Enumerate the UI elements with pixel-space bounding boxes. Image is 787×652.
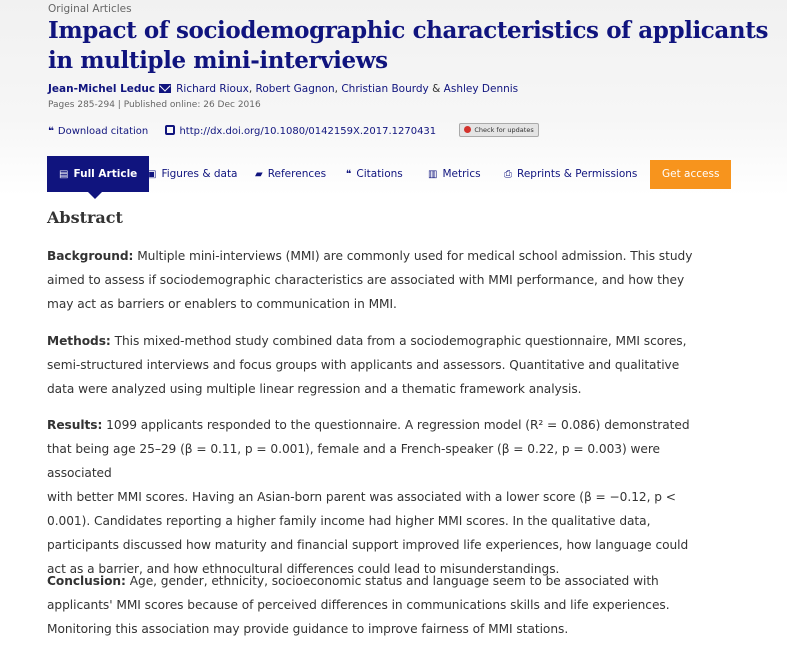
author-link[interactable]: Richard Rioux bbox=[176, 83, 249, 95]
printer-icon: ⎙ bbox=[504, 169, 512, 180]
tab-reprints-permissions[interactable]: ⎙ Reprints & Permissions bbox=[504, 168, 638, 180]
publication-info: Pages 285-294 | Published online: 26 Dec 2016 bbox=[48, 100, 261, 110]
abstract-results: Results: 1099 applicants responded to the questionnaire. A regression model (R² = 0.086) demonstrated that being age 25–29 (β = 0.11, p = 0.001), female and a French-speaker (β = 0.22, p = 0.003) were associated with better MMI scores. Having an Asian-born parent was associated with a lower score (β = −0.12, p < 0.001). Candidates reporting a higher family income had higher MMI scores. In the qualitative data, participants discussed how maturity and financial support improved life experiences, how language could act as a barrier, and how ethnocultural differences could lead to misunderstandings. bbox=[47, 418, 690, 576]
tab-full-article[interactable]: ▤ Full Article bbox=[47, 156, 149, 192]
tab-figures-data[interactable]: ▣ Figures & data bbox=[147, 168, 238, 180]
quote-icon: ❝ bbox=[48, 125, 54, 137]
get-access-button[interactable]: Get access bbox=[650, 160, 731, 189]
crossmark-icon bbox=[464, 126, 471, 133]
doi-link[interactable] bbox=[165, 125, 436, 137]
author-link[interactable]: Christian Bourdy bbox=[341, 83, 429, 95]
bar-chart-icon: ▥ bbox=[428, 169, 438, 180]
email-icon[interactable] bbox=[159, 84, 171, 93]
image-icon: ▣ bbox=[147, 169, 157, 180]
author-link[interactable]: Ashley Dennis bbox=[443, 83, 519, 95]
download-citation-label: Download citation bbox=[57, 125, 149, 137]
article-type-label: Original Articles bbox=[48, 3, 132, 15]
tab-citations[interactable]: ❝ Citations bbox=[346, 168, 403, 180]
author-list: Jean-Michel Leduc Richard Rioux, Robert Gagnon, Christian Bourdy & Ashley Dennis bbox=[48, 83, 519, 95]
author-link[interactable]: Robert Gagnon bbox=[255, 83, 335, 95]
download-citation-link[interactable] bbox=[48, 126, 148, 137]
article-title-line-1: Impact of sociodemographic characteristics of applicants bbox=[48, 17, 769, 44]
abstract-methods: Methods: This mixed-method study combined data from a sociodemographic questionnaire, MMI scores, semi-structured interviews and focus groups with applicants and assessors. Quantitative and qualitative data were analyzed using multiple linear regression and a thematic framework analysis. bbox=[47, 334, 687, 396]
abstract-conclusion: Conclusion: Age, gender, ethnicity, socioeconomic status and language seem to be associated with applicants' MMI scores because of perceived differences in communications skills and life experiences. Monitoring this association may provide guidance to improve fairness of MMI stations. bbox=[47, 574, 670, 636]
check-for-updates-button[interactable] bbox=[459, 123, 538, 137]
tab-metrics[interactable]: ▥ Metrics bbox=[428, 168, 481, 180]
doi-label: http://dx.doi.org/10.1080/0142159X.2017.1270431 bbox=[179, 126, 437, 137]
external-link-icon bbox=[165, 125, 175, 135]
document-icon: ▤ bbox=[59, 169, 69, 180]
abstract-background: Background: Multiple mini-interviews (MMI) are commonly used for medical school admission. This study aimed to assess if sociodemographic characteristics are associated with MMI performance, and how they may act as barriers or enablers to communication in MMI. bbox=[47, 249, 693, 311]
book-icon: ▰ bbox=[255, 169, 263, 180]
check-for-updates-label: Check for updates bbox=[474, 126, 534, 134]
tab-references[interactable]: ▰ References bbox=[255, 168, 327, 180]
article-tools bbox=[48, 123, 539, 137]
article-title-line-2: in multiple mini-interviews bbox=[48, 47, 388, 74]
quote-icon: ❝ bbox=[346, 169, 352, 180]
author-link[interactable]: Jean-Michel Leduc bbox=[48, 83, 156, 95]
abstract-heading: Abstract bbox=[47, 208, 123, 227]
article-title bbox=[48, 16, 787, 76]
